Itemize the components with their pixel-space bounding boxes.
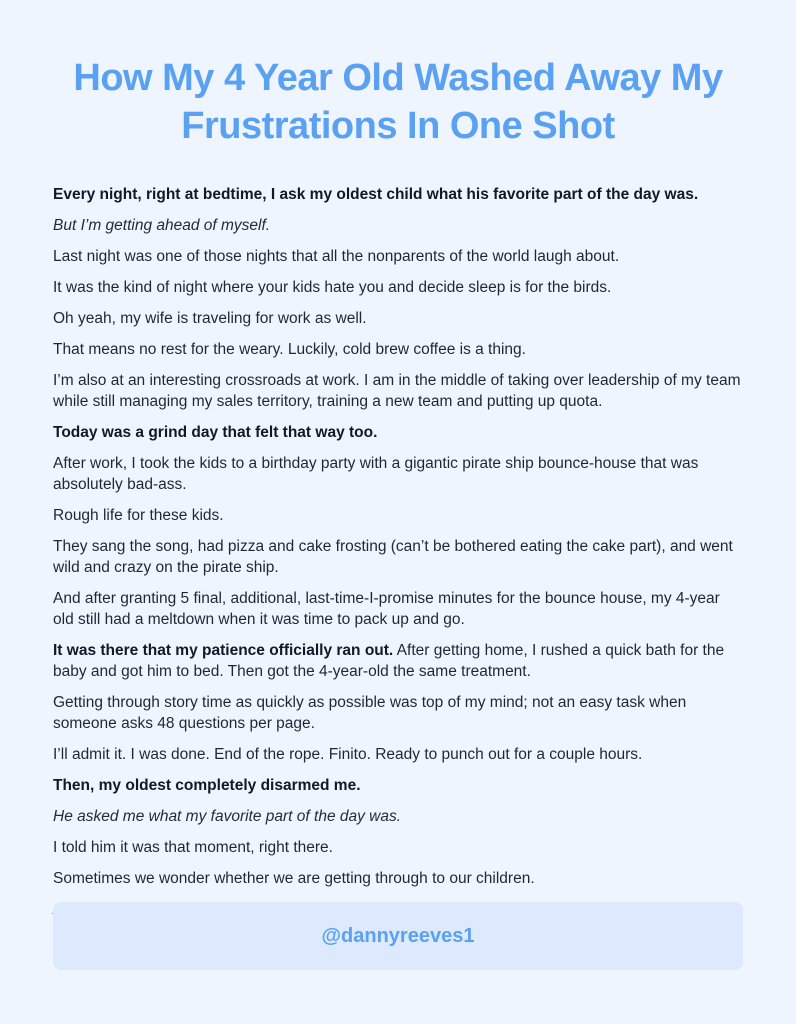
paragraph (53, 640, 743, 682)
paragraph: And after granting 5 final, additional, last-time-I-promise minutes for the bounce house, my 4-year old still had a meltdown when it was time to pack up and go. (53, 590, 720, 628)
paragraph: Today was a grind day that felt that way too. (53, 424, 378, 441)
paragraph: Oh yeah, my wife is traveling for work as well. (53, 310, 367, 327)
paragraph: I’ll admit it. I was done. End of the rope. Finito. Ready to punch out for a couple hours. (53, 746, 643, 763)
paragraph-rest: After getting home, I rushed a quick bath for the baby and got him to bed. Then got the 4-year-old the same treatment. (53, 642, 725, 680)
paragraph: Sometimes we wonder whether we are getting through to our children. (53, 870, 535, 887)
paragraph: Every night, right at bedtime, I ask my oldest child what his favorite part of the day was. (53, 186, 699, 203)
article-title: How My 4 Year Old Washed Away My Frustrations In One Shot (73, 57, 723, 147)
paragraph: Getting through story time as quickly as possible was top of my mind; not an easy task when someone asks 48 questions per page. (53, 694, 687, 732)
paragraph: He asked me what my favorite part of the day was. (53, 808, 402, 825)
paragraph: After work, I took the kids to a birthday party with a gigantic pirate ship bounce-house that was absolutely bad-ass. (53, 455, 699, 493)
article-body (53, 184, 743, 920)
paragraph: They sang the song, had pizza and cake frosting (can’t be bothered eating the cake part), and went wild and crazy on the pirate ship. (53, 538, 733, 576)
paragraph: But I’m getting ahead of myself. (53, 217, 271, 234)
paragraph: Then, my oldest completely disarmed me. (53, 777, 361, 794)
paragraph: Rough life for these kids. (53, 507, 224, 524)
paragraph: It was the kind of night where your kids hate you and decide sleep is for the birds. (53, 279, 612, 296)
paragraph: I told him it was that moment, right there. (53, 839, 333, 856)
author-handle[interactable]: @dannyreeves1 (321, 924, 475, 947)
paragraph: Last night was one of those nights that all the nonparents of the world laugh about. (53, 248, 620, 265)
footer-banner (53, 902, 743, 970)
paragraph: I’m also at an interesting crossroads at work. I am in the middle of taking over leadership of my team while still managing my sales territory, training a new team and putting up quota. (53, 372, 741, 410)
paragraph: That means no rest for the weary. Luckily, cold brew coffee is a thing. (53, 341, 526, 358)
paragraph-lead: It was there that my patience officially ran out. (53, 642, 394, 659)
